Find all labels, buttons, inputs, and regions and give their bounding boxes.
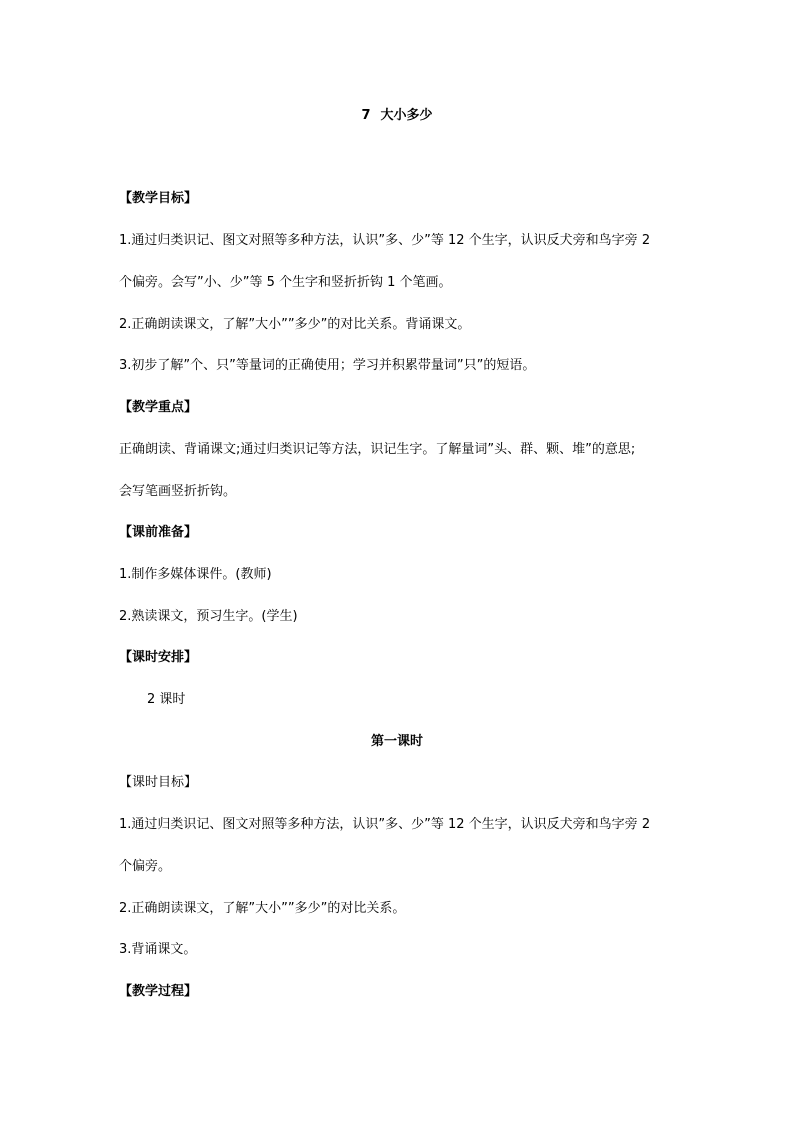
lesson-goal-line-1-cont: 个偏旁。	[119, 859, 172, 874]
goal-line-1-cont: 个偏旁。会写”小、少”等 5 个生字和竖折折钩 1 个笔画。	[119, 275, 452, 290]
goal-line-1: 1.通过归类识记、图文对照等多种方法，认识”多、少”等 12 个生字，认识反犬旁和鸟字旁 2	[119, 233, 651, 248]
lesson-goal-line-2: 2.正确朗读课文，了解”大小””多少”的对比关系。	[119, 901, 406, 916]
goal-line-2: 2.正确朗读课文，了解”大小””多少”的对比关系。背诵课文。	[119, 317, 471, 332]
section-heading-schedule: 【课时安排】	[119, 650, 198, 665]
section-heading-teaching-focus: 【教学重点】	[119, 400, 198, 415]
lesson-title-text: 大小多少	[380, 108, 433, 123]
prep-line-2: 2.熟读课文，预习生字。(学生)	[119, 609, 298, 624]
section-heading-teaching-goals: 【教学目标】	[119, 191, 198, 206]
lesson-title	[0, 107, 794, 125]
section-heading-lesson-goals: 【课时目标】	[119, 775, 198, 790]
focus-line-1: 正确朗读、背诵课文;通过归类识记等方法，识记生字。了解量词”头、群、颗、堆”的意思;	[119, 442, 636, 457]
lesson-goal-line-1: 1.通过归类识记、图文对照等多种方法，认识”多、少”等 12 个生字，认识反犬旁和鸟字旁 2	[119, 817, 651, 832]
goal-line-3: 3.初步了解”个、只”等量词的正确使用；学习并积累带量词”只”的短语。	[119, 358, 536, 373]
focus-line-2: 会写笔画竖折折钩。	[119, 484, 237, 499]
prep-line-1: 1.制作多媒体课件。(教师)	[119, 567, 272, 582]
lesson-number: 7	[361, 108, 371, 123]
section-heading-preparation: 【课前准备】	[119, 525, 198, 540]
first-lesson-title: 第一课时	[370, 734, 423, 749]
schedule-line: 2 课时	[147, 692, 186, 707]
section-heading-teaching-process: 【教学过程】	[119, 984, 198, 999]
lesson-goal-line-3: 3.背诵课文。	[119, 942, 197, 957]
